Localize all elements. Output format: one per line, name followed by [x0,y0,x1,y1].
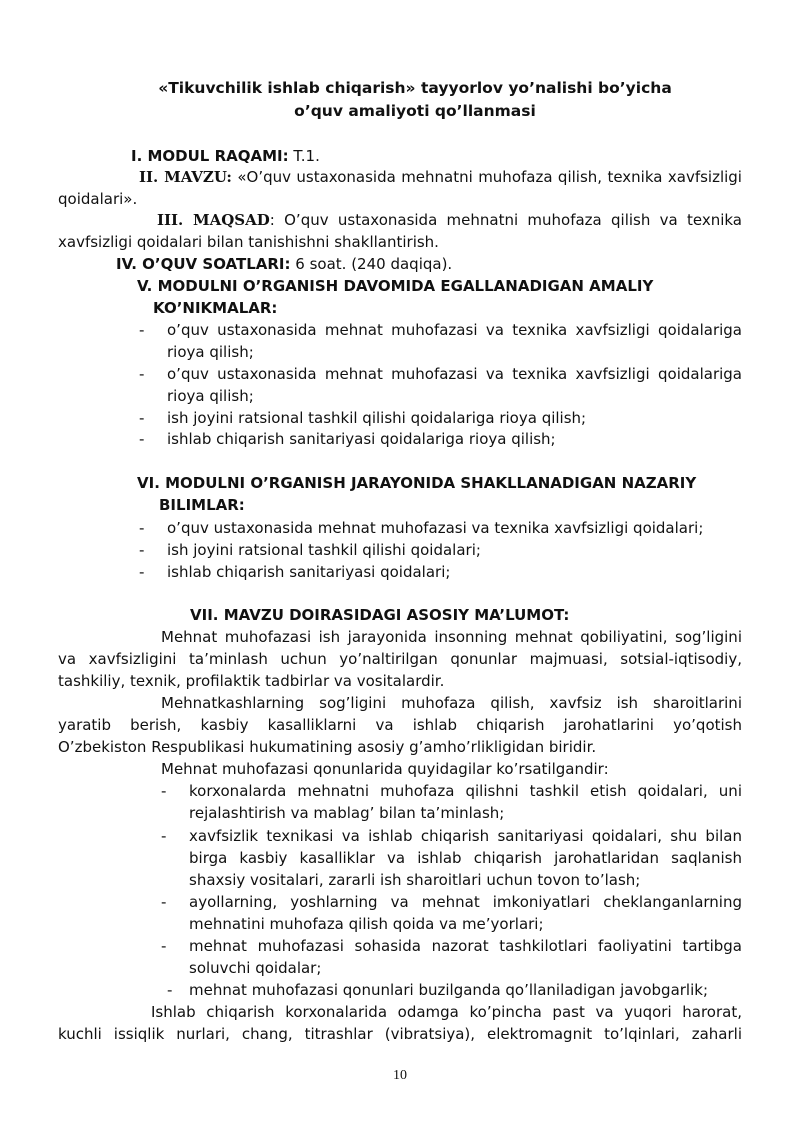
section-1 [131,145,320,167]
list-item: xavfsizlik texnikasi va ishlab chiqarish sanitariyasi qoidalari, shu bilan [189,827,742,845]
list-item: mehnat muhofazasi sohasida nazorat tashkilotlari faoliyatini tartibga [189,937,742,955]
paragraph-line: Mehnatkashlarning sog’ligini muhofaza qilish, xavfsiz ish sharoitlarini [161,694,742,712]
paragraph-line: Mehnat muhofazasi ish jarayonida insonning mehnat qobiliyatini, sog’ligini [161,628,742,646]
paragraph-line: tashkiliy, texnik, profilaktik tadbirlar va vositalardir. [58,672,445,690]
list-item-continuation: rioya qilish; [167,343,254,361]
paragraph-line: yaratib berish, kasbiy kasalliklarni va ishlab chiqarish jarohatlarini yo’qotish [58,716,742,734]
section-5-heading-line-1: V. MODULNI O’RGANISH DAVOMIDA EGALLANADIGAN AMALIY [137,277,654,295]
section-5-heading-line-2: KO’NIKMALAR: [153,299,278,317]
list-dash: - [139,430,145,448]
section-3-text: : O’quv ustaxonasida mehnatni muhofaza qilish va texnika [269,211,742,229]
section-3-label: III. MAQSAD [157,211,270,229]
list-item: ishlab chiqarish sanitariyasi qoidalariga rioya qilish; [167,430,556,448]
section-6-heading-line-1: VI. MODULNI O’RGANISH JARAYONIDA SHAKLLANADIGAN NAZARIY [137,474,697,492]
list-item: ish joyini ratsional tashkil qilishi qoidalari; [167,541,481,559]
section-4 [116,253,452,275]
list-dash: - [139,541,145,559]
section-3-line-1 [157,209,742,231]
list-item-continuation: rioya qilish; [167,387,254,405]
list-item: ayollarning, yoshlarning va mehnat imkoniyatlari cheklanganlarning [189,893,742,911]
section-4-value: 6 soat. (240 daqiqa). [295,255,453,273]
list-item-continuation: birga kasbiy kasalliklar va ishlab chiqarish jarohatlaridan saqlanish [189,849,742,867]
section-2-text: «O’quv ustaxonasida mehnatni muhofaza qilish, texnika xavfsizligi [237,168,742,186]
list-item-continuation: shaxsiy vositalari, zararli ish sharoitlari uchun tovon to’lash; [189,871,641,889]
section-3-line-2: xavfsizligi qoidalari bilan tanishishni shakllantirish. [58,233,439,251]
document-title-line-2: o’quv amaliyoti qo’llanmasi [294,102,536,120]
section-4-label: IV. O’QUV SOATLARI: [116,255,291,273]
list-dash: - [139,409,145,427]
list-item: o’quv ustaxonasida mehnat muhofazasi va texnika xavfsizligi qoidalariga [167,365,742,383]
list-item-continuation: rejalashtirish va mablag’ bilan ta’minlash; [189,804,505,822]
section-2-label: II. MAVZU: [139,168,232,186]
list-dash: - [139,321,145,339]
list-item-continuation: soluvchi qoidalar; [189,959,322,977]
list-dash: - [161,893,167,911]
document-title-line-1: «Tikuvchilik ishlab chiqarish» tayyorlov yo’nalishi bo’yicha [158,79,672,97]
paragraph-line: Ishlab chiqarish korxonalarida odamga ko’pincha past va yuqori harorat, [151,1003,742,1021]
section-2-line-2: qoidalari». [58,190,138,208]
section-2-line-1 [139,166,742,188]
section-1-value: T.1. [293,147,320,165]
list-dash: - [161,827,167,845]
paragraph-line: Mehnat muhofazasi qonunlarida quyidagilar ko’rsatilgandir: [161,760,609,778]
list-item: korxonalarda mehnatni muhofaza qilishni tashkil etish qoidalari, uni [189,782,742,800]
paragraph-line: va xavfsizligini ta’minlash uchun yo’naltirilgan qonunlar majmuasi, sotsial-iqtisodiy, [58,650,742,668]
list-item: ish joyini ratsional tashkil qilishi qoidalariga rioya qilish; [167,409,587,427]
section-1-label: I. MODUL RAQAMI: [131,147,289,165]
section-6-heading-line-2: BILIMLAR: [159,496,245,514]
section-7-heading: VII. MAVZU DOIRASIDAGI ASOSIY MA’LUMOT: [190,606,570,624]
paragraph-line: O’zbekiston Respublikasi hukumatining asosiy g’amho’rlikligidan biridir. [58,738,597,756]
list-dash: - [139,519,145,537]
paragraph-line: kuchli issiqlik nurlari, chang, titrashlar (vibratsiya), elektromagnit to’lqinlari, zaharli [58,1025,742,1043]
list-item: mehnat muhofazasi qonunlari buzilganda qo’llaniladigan javobgarlik; [189,981,709,999]
list-dash: - [139,563,145,581]
list-dash: - [139,365,145,383]
list-dash: - [161,782,167,800]
page-number: 10 [393,1068,407,1083]
list-dash: - [167,981,173,999]
list-dash: - [161,937,167,955]
list-item: ishlab chiqarish sanitariyasi qoidalari; [167,563,451,581]
list-item-continuation: mehnatini muhofaza qilish qoida va me’yorlari; [189,915,544,933]
list-item: o’quv ustaxonasida mehnat muhofazasi va texnika xavfsizligi qoidalari; [167,519,704,537]
list-item: o’quv ustaxonasida mehnat muhofazasi va texnika xavfsizligi qoidalariga [167,321,742,339]
